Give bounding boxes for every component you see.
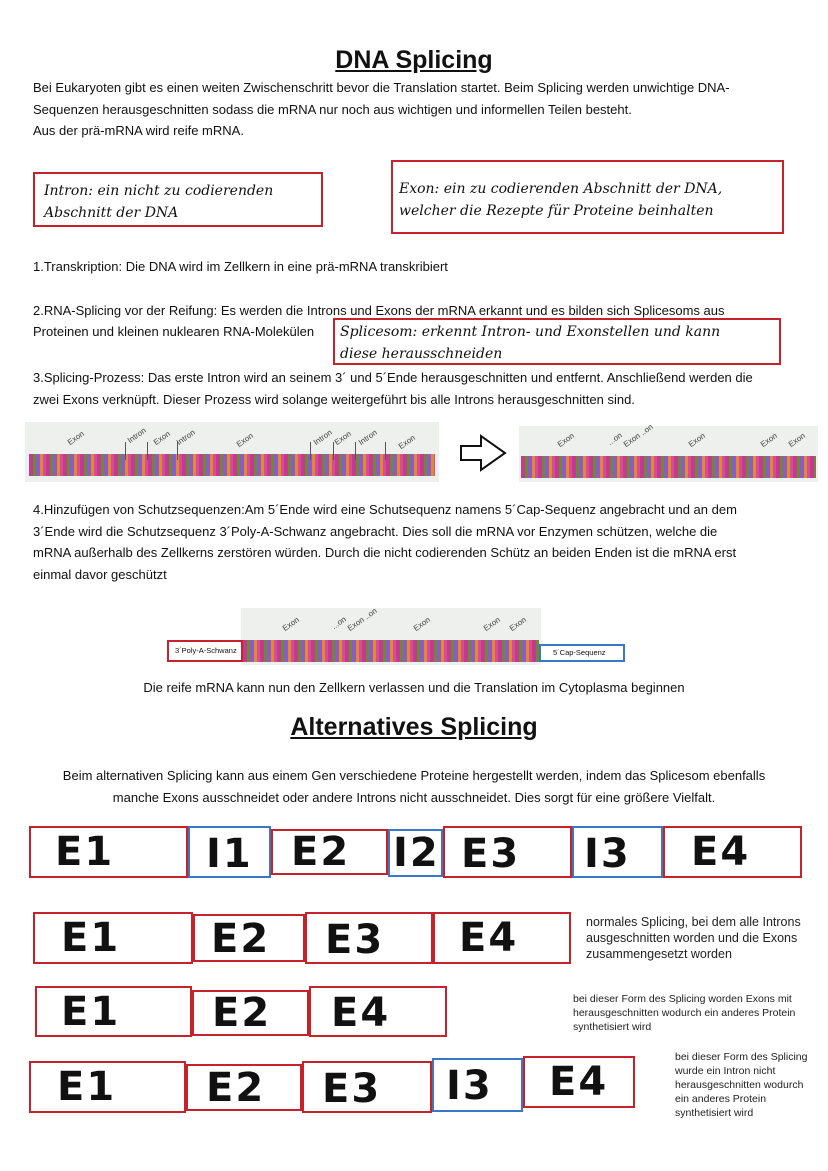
mature-mrna-text: Die reife mRNA kann nun den Zellkern verlassen und die Translation im Cytoplasma beginnen (143, 680, 685, 695)
strand-label: Intron (125, 425, 148, 445)
strand-label: Intron (356, 427, 379, 447)
strand-label: Exon (151, 429, 172, 447)
pre-mrna-strand-image (25, 422, 439, 482)
intron-def-line: Intron: ein nicht zu codierenden (44, 183, 274, 199)
spliced-strand (521, 456, 816, 478)
poly-a-tail-label: 3´Poly-A-Schwanz (167, 640, 243, 662)
row2-note-line: herausgeschnitten wodurch ein anderes Protein (573, 1007, 796, 1019)
intron-box-i2: I2 (388, 829, 443, 877)
strand-label: Exon (332, 429, 353, 447)
step-3-paragraph (33, 367, 813, 410)
intron-definition-box (33, 172, 323, 227)
step-4-line: einmal davor geschützt (33, 566, 167, 582)
strand-label: ...on (605, 430, 624, 447)
strand-label: Exon (234, 431, 255, 449)
row2-note-line: bei dieser Form des Splicing worden Exons mit (573, 993, 792, 1005)
strand-label: Intron (174, 427, 197, 447)
row2-exon-e2: E2 (192, 990, 309, 1036)
row3-note-line: herausgeschnitten wodurch (675, 1079, 804, 1091)
row3-note-line: synthetisiert wird (675, 1107, 754, 1119)
row3-exon-e3: E3 (302, 1061, 432, 1113)
strand-label: Exon ..on (345, 606, 379, 633)
step-4-line: 4.Hinzufügen von Schutzsequenzen:Am 5´Ende wird eine Schutsequenz namens 5´Cap-Sequenz angebracht und an dem (33, 502, 737, 517)
exon-definition-box (391, 160, 784, 234)
strand-divider (310, 442, 311, 460)
strand-label: Exon (507, 615, 528, 633)
row1-exon-e4: E4 (433, 912, 571, 964)
step-2-line-2: Proteinen und kleinen nuklearen RNA-Molekülen (33, 324, 315, 339)
alt-intro-paragraph (0, 765, 828, 808)
step-4-line: mRNA außerhalb des Zellkerns zerstören würden. Durch die nicht codierenden Schütz an beiden Enden ist die mRNA erst (33, 545, 737, 560)
mature-strand (243, 640, 539, 662)
row3-exon-e1: E1 (29, 1061, 186, 1113)
strand-divider (333, 442, 334, 460)
alt-splicing-title: Alternatives Splicing (290, 713, 538, 741)
intro-line: Sequenzen herausgeschnitten sodass die mRNA nur noch aus wichtigen und informellen Teilen besteht. (33, 101, 632, 117)
strand-label: Exon (396, 433, 417, 451)
exon-def-line: Exon: ein zu codierenden Abschnitt der DNA, (399, 181, 723, 197)
strand-divider (355, 442, 356, 460)
row1-note-line: ausgeschnitten worden und die Exons (586, 931, 798, 945)
intro-paragraph (33, 77, 803, 142)
row1-exon-e1: E1 (33, 912, 193, 964)
row1-note-line: zusammengesetzt worden (586, 947, 732, 961)
step-2-line-1: 2.RNA-Splicing vor der Reifung: Es werden die Introns und Exons der mRNA erkannt und es bilden sich Splicesoms aus (33, 303, 725, 318)
arrow-right-icon (459, 434, 507, 472)
exon-box-e3: E3 (443, 826, 572, 878)
splicesom-definition-box (333, 318, 781, 365)
row3-note-line: ein anderes Protein (675, 1093, 767, 1105)
alt-intro-line: manche Exons ausschneidet oder andere Introns nicht ausschneidet. Dies sorgt für eine größere Vielfalt. (112, 789, 716, 805)
mature-mrna-image (241, 608, 541, 665)
row1-note (586, 914, 816, 962)
step-3-line: 3.Splicing-Prozess: Das erste Intron wird an seinem 3´ und 5´Ende herausgeschnitten und entfernt. Anschließend werden die (33, 370, 753, 385)
row3-note (675, 1050, 823, 1120)
strand-label: Exon (481, 615, 502, 633)
exon-box-e2: E2 (271, 829, 388, 875)
cap-sequence-label: 5´Cap-Sequenz (539, 644, 625, 662)
intron-box-i1: I1 (188, 826, 271, 878)
row3-intron-i3: I3 (432, 1058, 523, 1112)
strand-label: Exon (686, 431, 707, 449)
strand-label: Intron (311, 427, 334, 447)
row2-exon-e1: E1 (35, 986, 192, 1037)
intro-line: Bei Eukaryoten gibt es einen weiten Zwischenschritt bevor die Translation startet. Beim Splicing werden unwichtige DNA- (33, 80, 730, 95)
strand-label: Exon (411, 615, 432, 633)
strand-label: Exon (758, 431, 779, 449)
strand-label: Exon (555, 431, 576, 449)
row2-note (573, 992, 813, 1034)
row2-note-line: synthetisiert wird (573, 1021, 652, 1033)
step-1-text: 1.Transkription: Die DNA wird im Zellkern in eine prä-mRNA transkribiert (33, 259, 448, 274)
step3-line: zwei Exons verknüpft. Dieser Prozess wird solange weitergeführt bis alle Introns herausgeschnitten sind. (33, 391, 635, 407)
step-4-paragraph (33, 499, 813, 585)
strand-label: Exon ..on (621, 422, 655, 449)
strand-label: Exon (786, 431, 807, 449)
intro-line: Aus der prä-mRNA wird reife mRNA. (33, 123, 244, 138)
intron-def-line: Abschnitt der DNA (44, 205, 179, 221)
strand-divider (385, 442, 386, 460)
step-4-line: 3´Ende wird die Schutzsequenz 3´Poly-A-Schwanz angebracht. Dies soll die mRNA vor Enzymen schützen, welche die (33, 523, 718, 539)
strand-label: Exon (65, 429, 86, 447)
exon-box-e4: E4 (663, 826, 802, 878)
row2-exon-e4: E4 (309, 986, 447, 1037)
strand-divider (177, 442, 178, 460)
page-title: DNA Splicing (335, 46, 493, 74)
row1-exon-e2: E2 (193, 914, 305, 962)
row3-note-line: wurde ein Intron nicht (675, 1065, 776, 1077)
pre-mrna-strand (29, 454, 435, 476)
spliced-strand-image (519, 422, 818, 482)
row3-exon-e4: E4 (523, 1056, 635, 1108)
row3-note-line: bei dieser Form des Splicing (675, 1051, 808, 1063)
strand-divider (147, 442, 148, 460)
row1-note-line: normales Splicing, bei dem alle Introns (586, 915, 801, 929)
strand-label: Exon (280, 615, 301, 633)
intron-box-i3: I3 (572, 826, 663, 878)
splicesom-def-line: diese herausschneiden (340, 346, 503, 362)
strand-label: ...on (329, 614, 348, 631)
exon-def-line: welcher die Rezepte für Proteine beinhalten (399, 203, 714, 219)
splicesom-def-line: Splicesom: erkennt Intron- und Exonstellen und kann (340, 324, 721, 340)
alt-intro-line: Beim alternativen Splicing kann aus einem Gen verschiedene Proteine hergestellt werden, indem das Splicesom ebenfalls (62, 768, 766, 783)
row3-exon-e2: E2 (186, 1064, 302, 1111)
row1-exon-e3: E3 (305, 912, 433, 964)
exon-box-e1: E1 (29, 826, 188, 878)
strand-divider (125, 442, 126, 460)
